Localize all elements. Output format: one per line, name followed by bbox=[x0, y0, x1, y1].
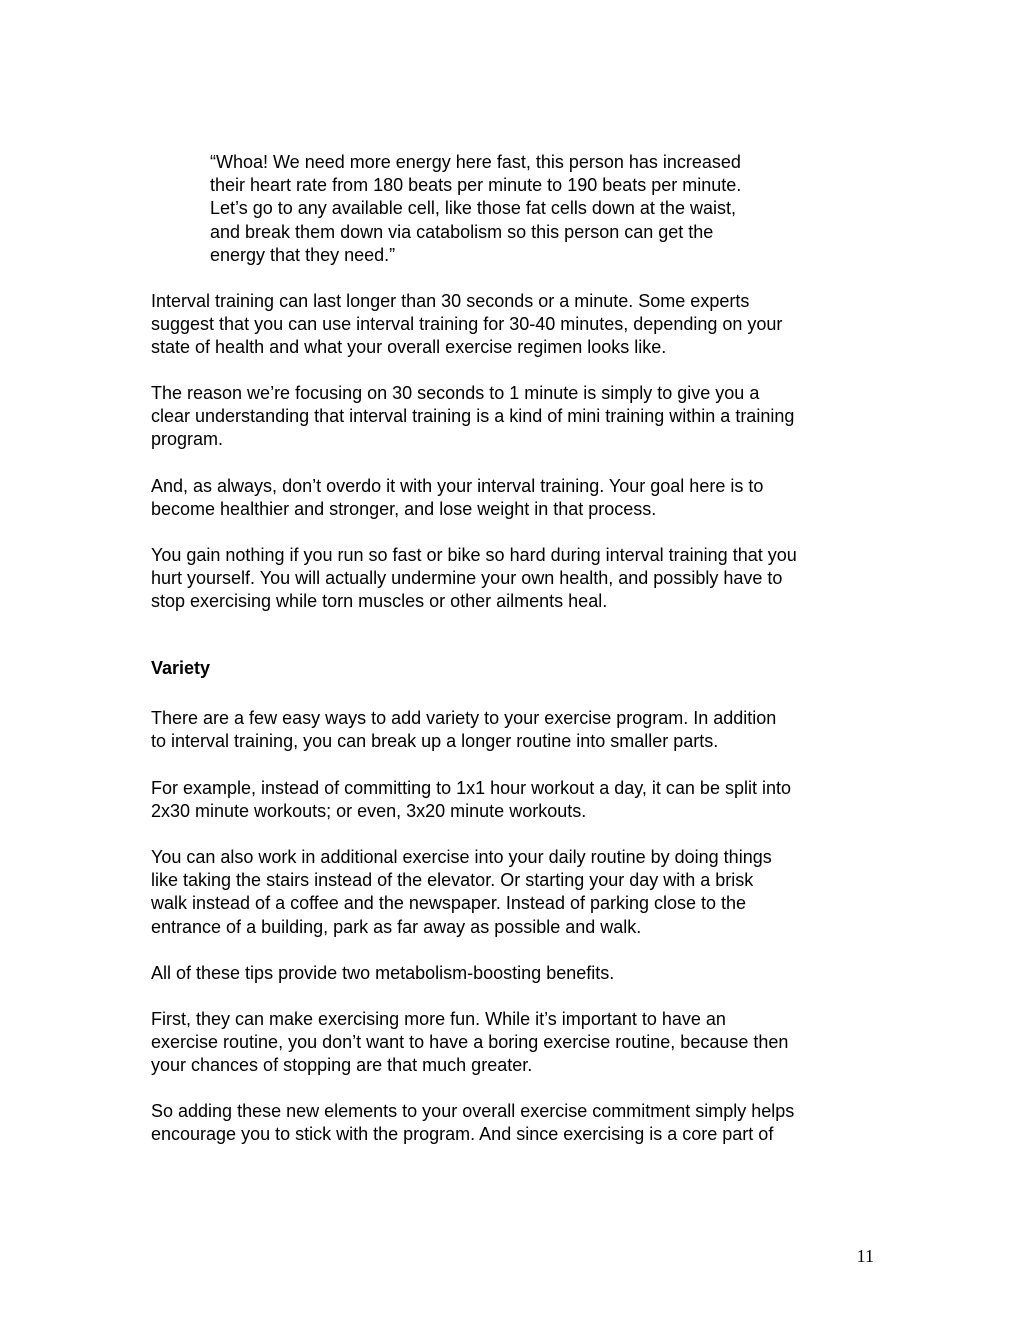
text-line: become healthier and stronger, and lose weight in that process. bbox=[151, 499, 657, 520]
text-line: All of these tips provide two metabolism-boosting benefits. bbox=[151, 963, 615, 983]
text-line: You can also work in additional exercise into your daily routine by doing things bbox=[151, 847, 772, 867]
text-line: The reason we’re focusing on 30 seconds to 1 minute is simply to give you a bbox=[151, 383, 760, 403]
text-line: program. bbox=[151, 429, 224, 450]
text-line: First, they can make exercising more fun. While it’s important to have an bbox=[151, 1009, 726, 1029]
text-line: your chances of stopping are that much greater. bbox=[151, 1055, 533, 1076]
text-line: stop exercising while torn muscles or other ailments heal. bbox=[151, 591, 608, 612]
text-line: state of health and what your overall exercise regimen looks like. bbox=[151, 337, 667, 358]
quote-line: and break them down via catabolism so this person can get the bbox=[210, 221, 714, 242]
paragraph-dont-overdo bbox=[151, 475, 881, 521]
text-line: entrance of a building, park as far away as possible and walk. bbox=[151, 916, 642, 937]
section-heading: Variety bbox=[151, 658, 211, 678]
paragraph-interval-duration bbox=[151, 290, 881, 360]
text-line: 2x30 minute workouts; or even, 3x20 minute workouts. bbox=[151, 801, 587, 822]
text-line: So adding these new elements to your overall exercise commitment simply helps bbox=[151, 1101, 795, 1121]
text-line: You gain nothing if you run so fast or bike so hard during interval training that you bbox=[151, 545, 797, 565]
paragraph-more-fun bbox=[151, 1008, 881, 1078]
quote-line: Let’s go to any available cell, like those fat cells down at the waist, bbox=[210, 198, 736, 219]
quote-line: their heart rate from 180 beats per minute to 190 beats per minute. bbox=[210, 175, 742, 196]
text-line: like taking the stairs instead of the elevator. Or starting your day with a brisk bbox=[151, 870, 754, 891]
paragraph-stick-with-program bbox=[151, 1100, 881, 1146]
paragraph-gain-nothing bbox=[151, 544, 881, 614]
paragraph-focus-reason bbox=[151, 382, 881, 452]
text-line: There are a few easy ways to add variety to your exercise program. In addition bbox=[151, 708, 777, 728]
paragraph-two-benefits bbox=[151, 962, 881, 985]
text-line: encourage you to stick with the program. And since exercising is a core part of bbox=[151, 1124, 774, 1145]
text-line: Interval training can last longer than 30 seconds or a minute. Some experts bbox=[151, 291, 750, 311]
paragraph-split-workouts bbox=[151, 777, 881, 823]
text-line: to interval training, you can break up a longer routine into smaller parts. bbox=[151, 731, 719, 752]
text-line: hurt yourself. You will actually undermine your own health, and possibly have to bbox=[151, 568, 783, 589]
text-line: For example, instead of committing to 1x1 hour workout a day, it can be split into bbox=[151, 778, 791, 798]
text-line: exercise routine, you don’t want to have a boring exercise routine, because then bbox=[151, 1032, 789, 1053]
quote-paragraph bbox=[210, 151, 830, 267]
text-line: clear understanding that interval training is a kind of mini training within a training bbox=[151, 406, 795, 427]
paragraph-daily-routine bbox=[151, 846, 881, 939]
text-line: walk instead of a coffee and the newspaper. Instead of parking close to the bbox=[151, 893, 747, 914]
text-line: suggest that you can use interval training for 30-40 minutes, depending on your bbox=[151, 314, 783, 335]
quote-line: energy that they need.” bbox=[210, 244, 396, 265]
page-number: 11 bbox=[856, 1246, 874, 1266]
paragraph-easy-ways bbox=[151, 707, 881, 753]
quote-line: “Whoa! We need more energy here fast, this person has increased bbox=[210, 152, 741, 172]
text-line: And, as always, don’t overdo it with your interval training. Your goal here is to bbox=[151, 476, 764, 496]
